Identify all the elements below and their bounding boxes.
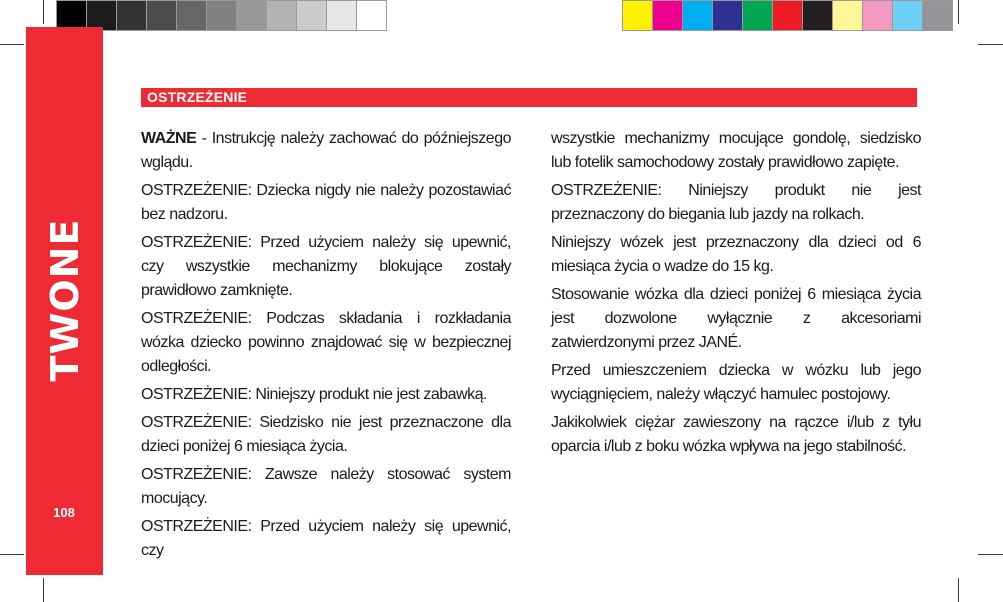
color-swatch [356, 0, 387, 31]
paragraph: Przed umieszczeniem dziecka w wózku lub jego wyciągnięciem, należy włączyć hamulec postojowy. [551, 362, 921, 403]
crop-mark [43, 0, 44, 24]
color-swatch [712, 0, 743, 31]
paragraph: Niniejszy wózek jest przeznaczony dla dzieci od 6 miesiąca życia o wadze do 15 kg. [551, 234, 921, 275]
color-swatch [742, 0, 773, 31]
paragraph: Stosowanie wózka dla dzieci poniżej 6 miesiąca życia jest dozwolone wyłącznie z akcesoriami zatwierdzonymi przez JANÉ. [551, 286, 921, 351]
color-swatch [622, 0, 653, 31]
crop-mark [0, 44, 24, 45]
crop-mark [978, 44, 1003, 45]
warning-paragraph: OSTRZEŻENIE: Niniejszy produkt nie jest przeznaczony do biegania lub jazdy na rolkach. [551, 182, 921, 223]
important-text: - Instrukcję należy zachować do późniejszego wglądu. [141, 130, 511, 171]
grayscale-calibration-bar [56, 0, 386, 32]
color-swatch [652, 0, 683, 31]
color-calibration-bar [622, 0, 952, 32]
crop-mark [958, 0, 959, 24]
paragraph [141, 127, 511, 175]
color-swatch [326, 0, 357, 31]
paragraph: Jakikolwiek ciężar zawieszony na rączce i/lub z tyłu oparcia i/lub z boku wózka wpływa na jego stabilność. [551, 414, 921, 456]
color-swatch [802, 0, 833, 31]
color-swatch [296, 0, 327, 31]
warning-paragraph: OSTRZEŻENIE: Siedzisko nie jest przeznaczone dla dzieci poniżej 6 miesiąca życia. [141, 414, 511, 456]
warning-paragraph: OSTRZEŻENIE: Zawsze należy stosować system mocujący. [141, 466, 511, 508]
color-swatch [922, 0, 953, 31]
section-header [141, 88, 917, 107]
color-swatch [832, 0, 863, 31]
color-swatch [682, 0, 713, 31]
crop-mark [978, 554, 1003, 555]
right-column [551, 127, 921, 463]
warning-paragraph: OSTRZEŻENIE: Niniejszy produkt nie jest zabawką. [141, 385, 487, 403]
important-label: WAŻNE [141, 130, 197, 147]
crop-mark [0, 554, 24, 555]
crop-mark [43, 578, 44, 602]
crop-mark [958, 578, 959, 602]
warning-paragraph: OSTRZEŻENIE: Przed użyciem należy się upewnić, czy [141, 518, 511, 560]
brand-title: TWONE [43, 218, 87, 382]
color-swatch [206, 0, 237, 31]
color-swatch [892, 0, 923, 31]
left-column [141, 127, 511, 568]
paragraph: wszystkie mechanizmy mocujące gondolę, siedzisko lub fotelik samochodowy zostały prawidłowo zapięte. [551, 130, 921, 171]
section-title: OSTRZEŻENIE [147, 89, 248, 105]
page-number: 108 [53, 505, 75, 520]
color-swatch [176, 0, 207, 31]
warning-paragraph: OSTRZEŻENIE: Podczas składania i rozkładania wózka dziecko powinno znajdować się w bezpiecznej odległości. [141, 310, 511, 375]
color-swatch [266, 0, 297, 31]
color-swatch [862, 0, 893, 31]
color-swatch [116, 0, 147, 31]
warning-paragraph: OSTRZEŻENIE: Przed użyciem należy się upewnić, czy wszystkie mechanizmy blokujące zostały prawidłowo zamknięte. [141, 234, 511, 299]
color-swatch [772, 0, 803, 31]
warning-paragraph: OSTRZEŻENIE: Dziecka nigdy nie należy pozostawiać bez nadzoru. [141, 182, 511, 223]
color-swatch [146, 0, 177, 31]
color-swatch [236, 0, 267, 31]
